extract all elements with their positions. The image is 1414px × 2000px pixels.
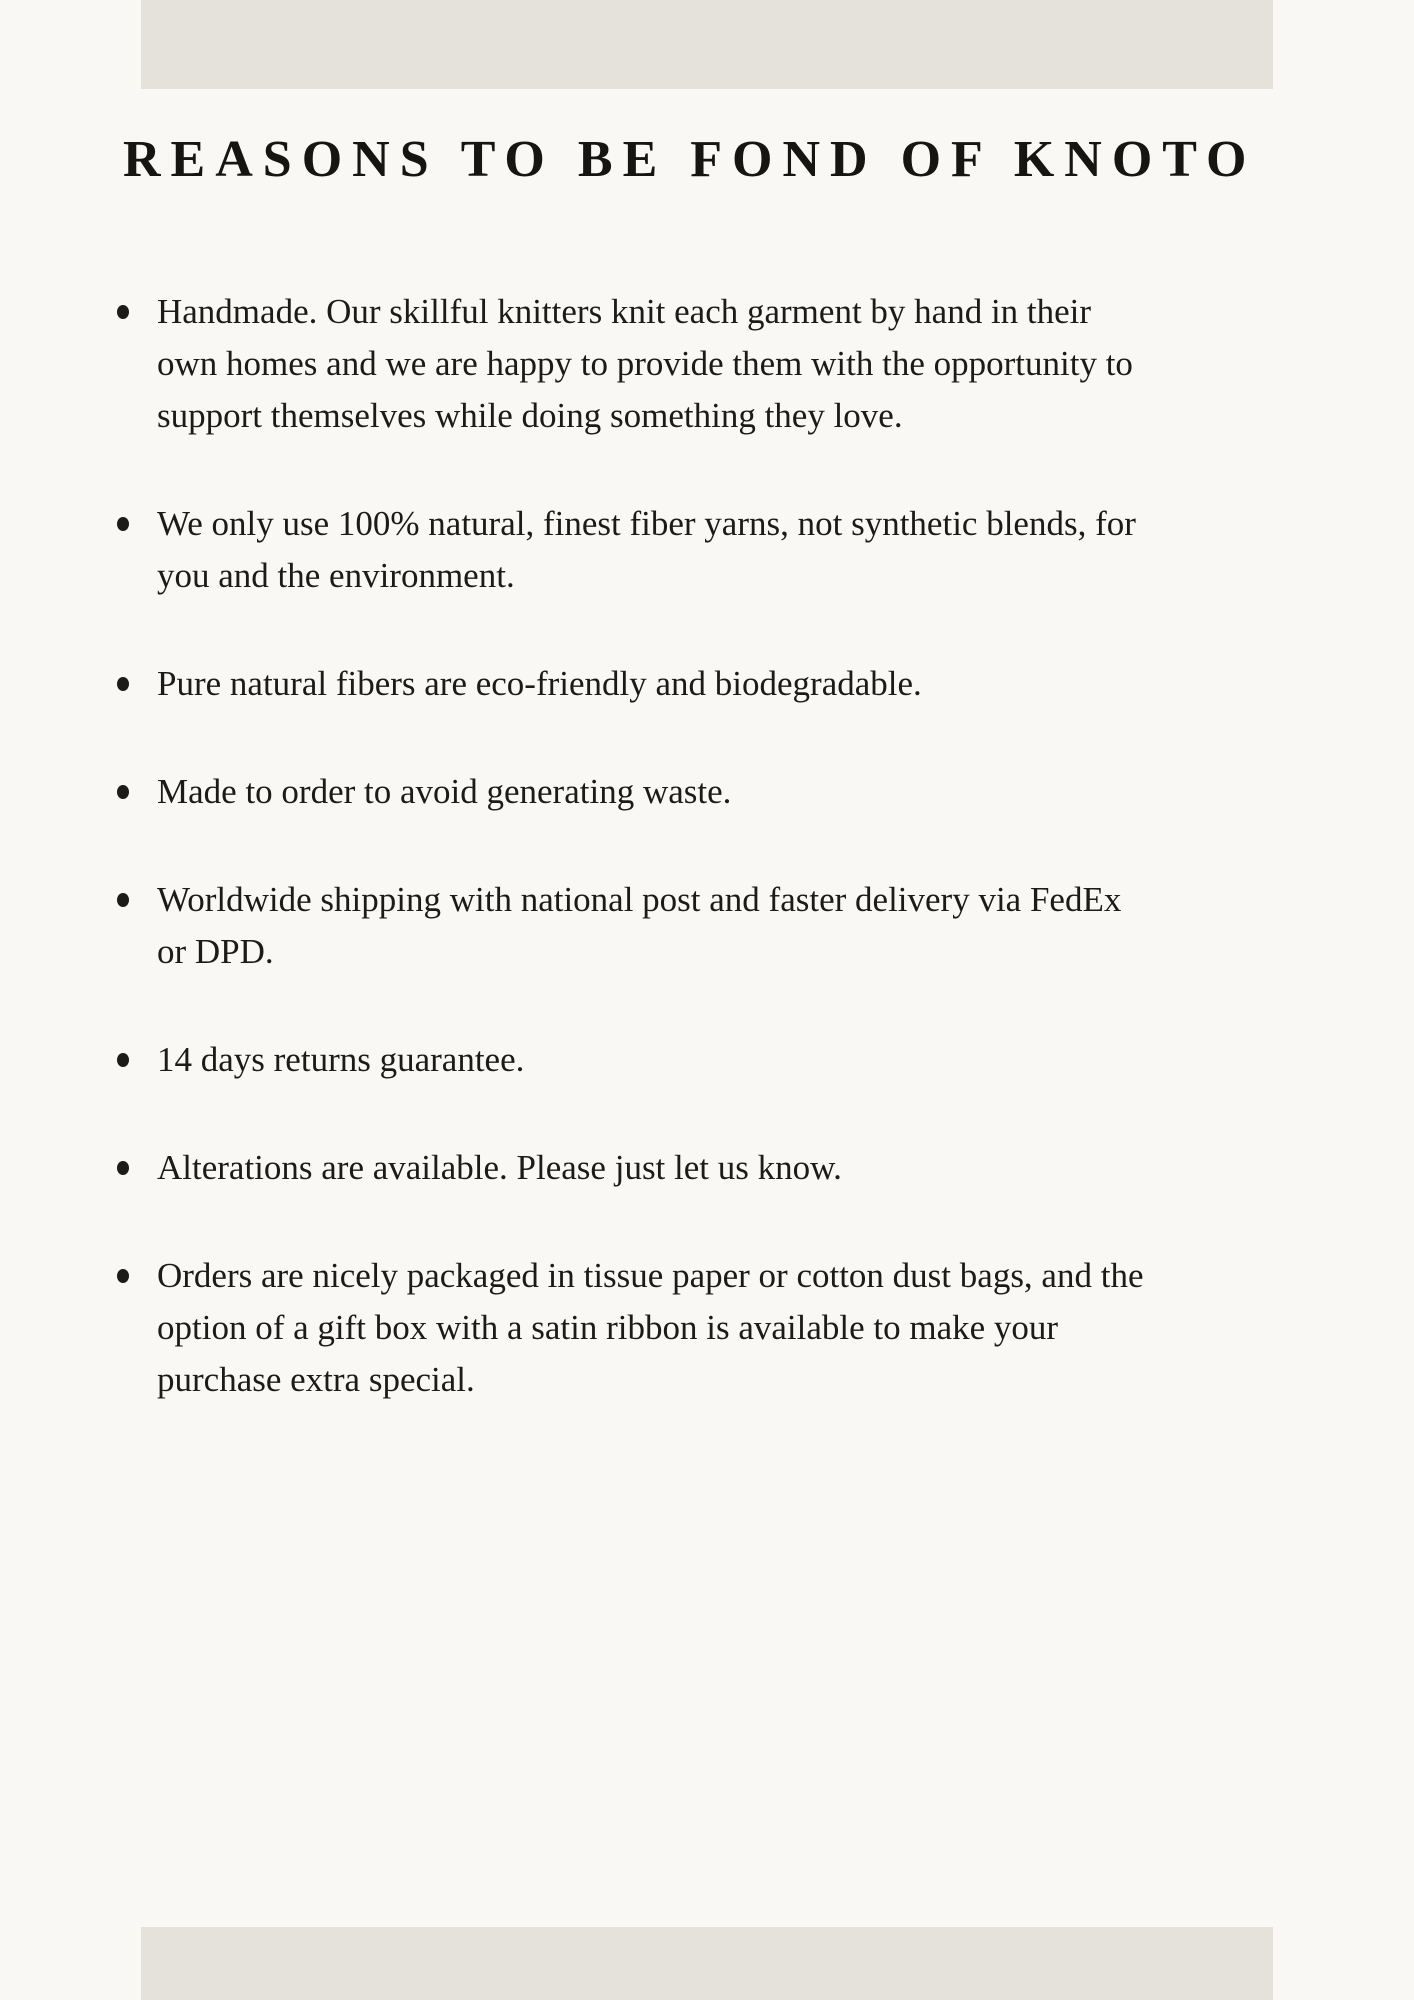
list-item <box>117 658 1277 710</box>
list-item-text <box>157 658 1277 710</box>
bullet-icon <box>117 677 129 691</box>
list-item-line: Worldwide shipping with national post and faster delivery via FedEx <box>157 880 1122 919</box>
list-item <box>117 766 1277 818</box>
list-item <box>117 1142 1277 1194</box>
list-item-text <box>157 498 1277 602</box>
bottom-banner <box>141 1927 1273 2000</box>
list-item-line: own homes and we are happy to provide them with the opportunity to <box>157 344 1133 383</box>
list-item-text <box>157 766 1277 818</box>
list-item-text <box>157 286 1277 442</box>
list-item-line: Handmade. Our skillful knitters knit each garment by hand in their <box>157 292 1092 331</box>
benefits-list <box>117 286 1277 1406</box>
list-item <box>117 1034 1277 1086</box>
list-item <box>117 1250 1277 1406</box>
page-title: REASONS TO BE FOND OF KNOTO <box>123 131 1257 188</box>
bullet-icon <box>117 517 129 531</box>
list-item-line: or DPD. <box>157 932 274 971</box>
list-item-text <box>157 1250 1277 1406</box>
list-item <box>117 498 1277 602</box>
list-item-text <box>157 1142 1277 1194</box>
list-item-text <box>157 874 1277 978</box>
list-item-line: option of a gift box with a satin ribbon is available to make your <box>157 1308 1059 1347</box>
list-item-line: Pure natural fibers are eco-friendly and biodegradable. <box>157 664 922 703</box>
list-item <box>117 286 1277 442</box>
list-item-line: purchase extra special. <box>157 1360 475 1399</box>
list-item-line: you and the environment. <box>157 556 515 595</box>
list-item-line: support themselves while doing something they love. <box>157 396 903 435</box>
list-item-line: 14 days returns guarantee. <box>157 1040 525 1079</box>
bullet-icon <box>117 305 129 319</box>
list-item-line: Orders are nicely packaged in tissue paper or cotton dust bags, and the <box>157 1256 1144 1295</box>
bullet-icon <box>117 1269 129 1283</box>
bullet-icon <box>117 1053 129 1067</box>
bullet-icon <box>117 785 129 799</box>
list-item-line: We only use 100% natural, finest fiber yarns, not synthetic blends, for <box>157 504 1136 543</box>
list-item-text <box>157 1034 1277 1086</box>
bullet-icon <box>117 1161 129 1175</box>
bullet-icon <box>117 893 129 907</box>
list-item-line: Made to order to avoid generating waste. <box>157 772 732 811</box>
list-item-line: Alterations are available. Please just let us know. <box>157 1148 842 1187</box>
list-item <box>117 874 1277 978</box>
